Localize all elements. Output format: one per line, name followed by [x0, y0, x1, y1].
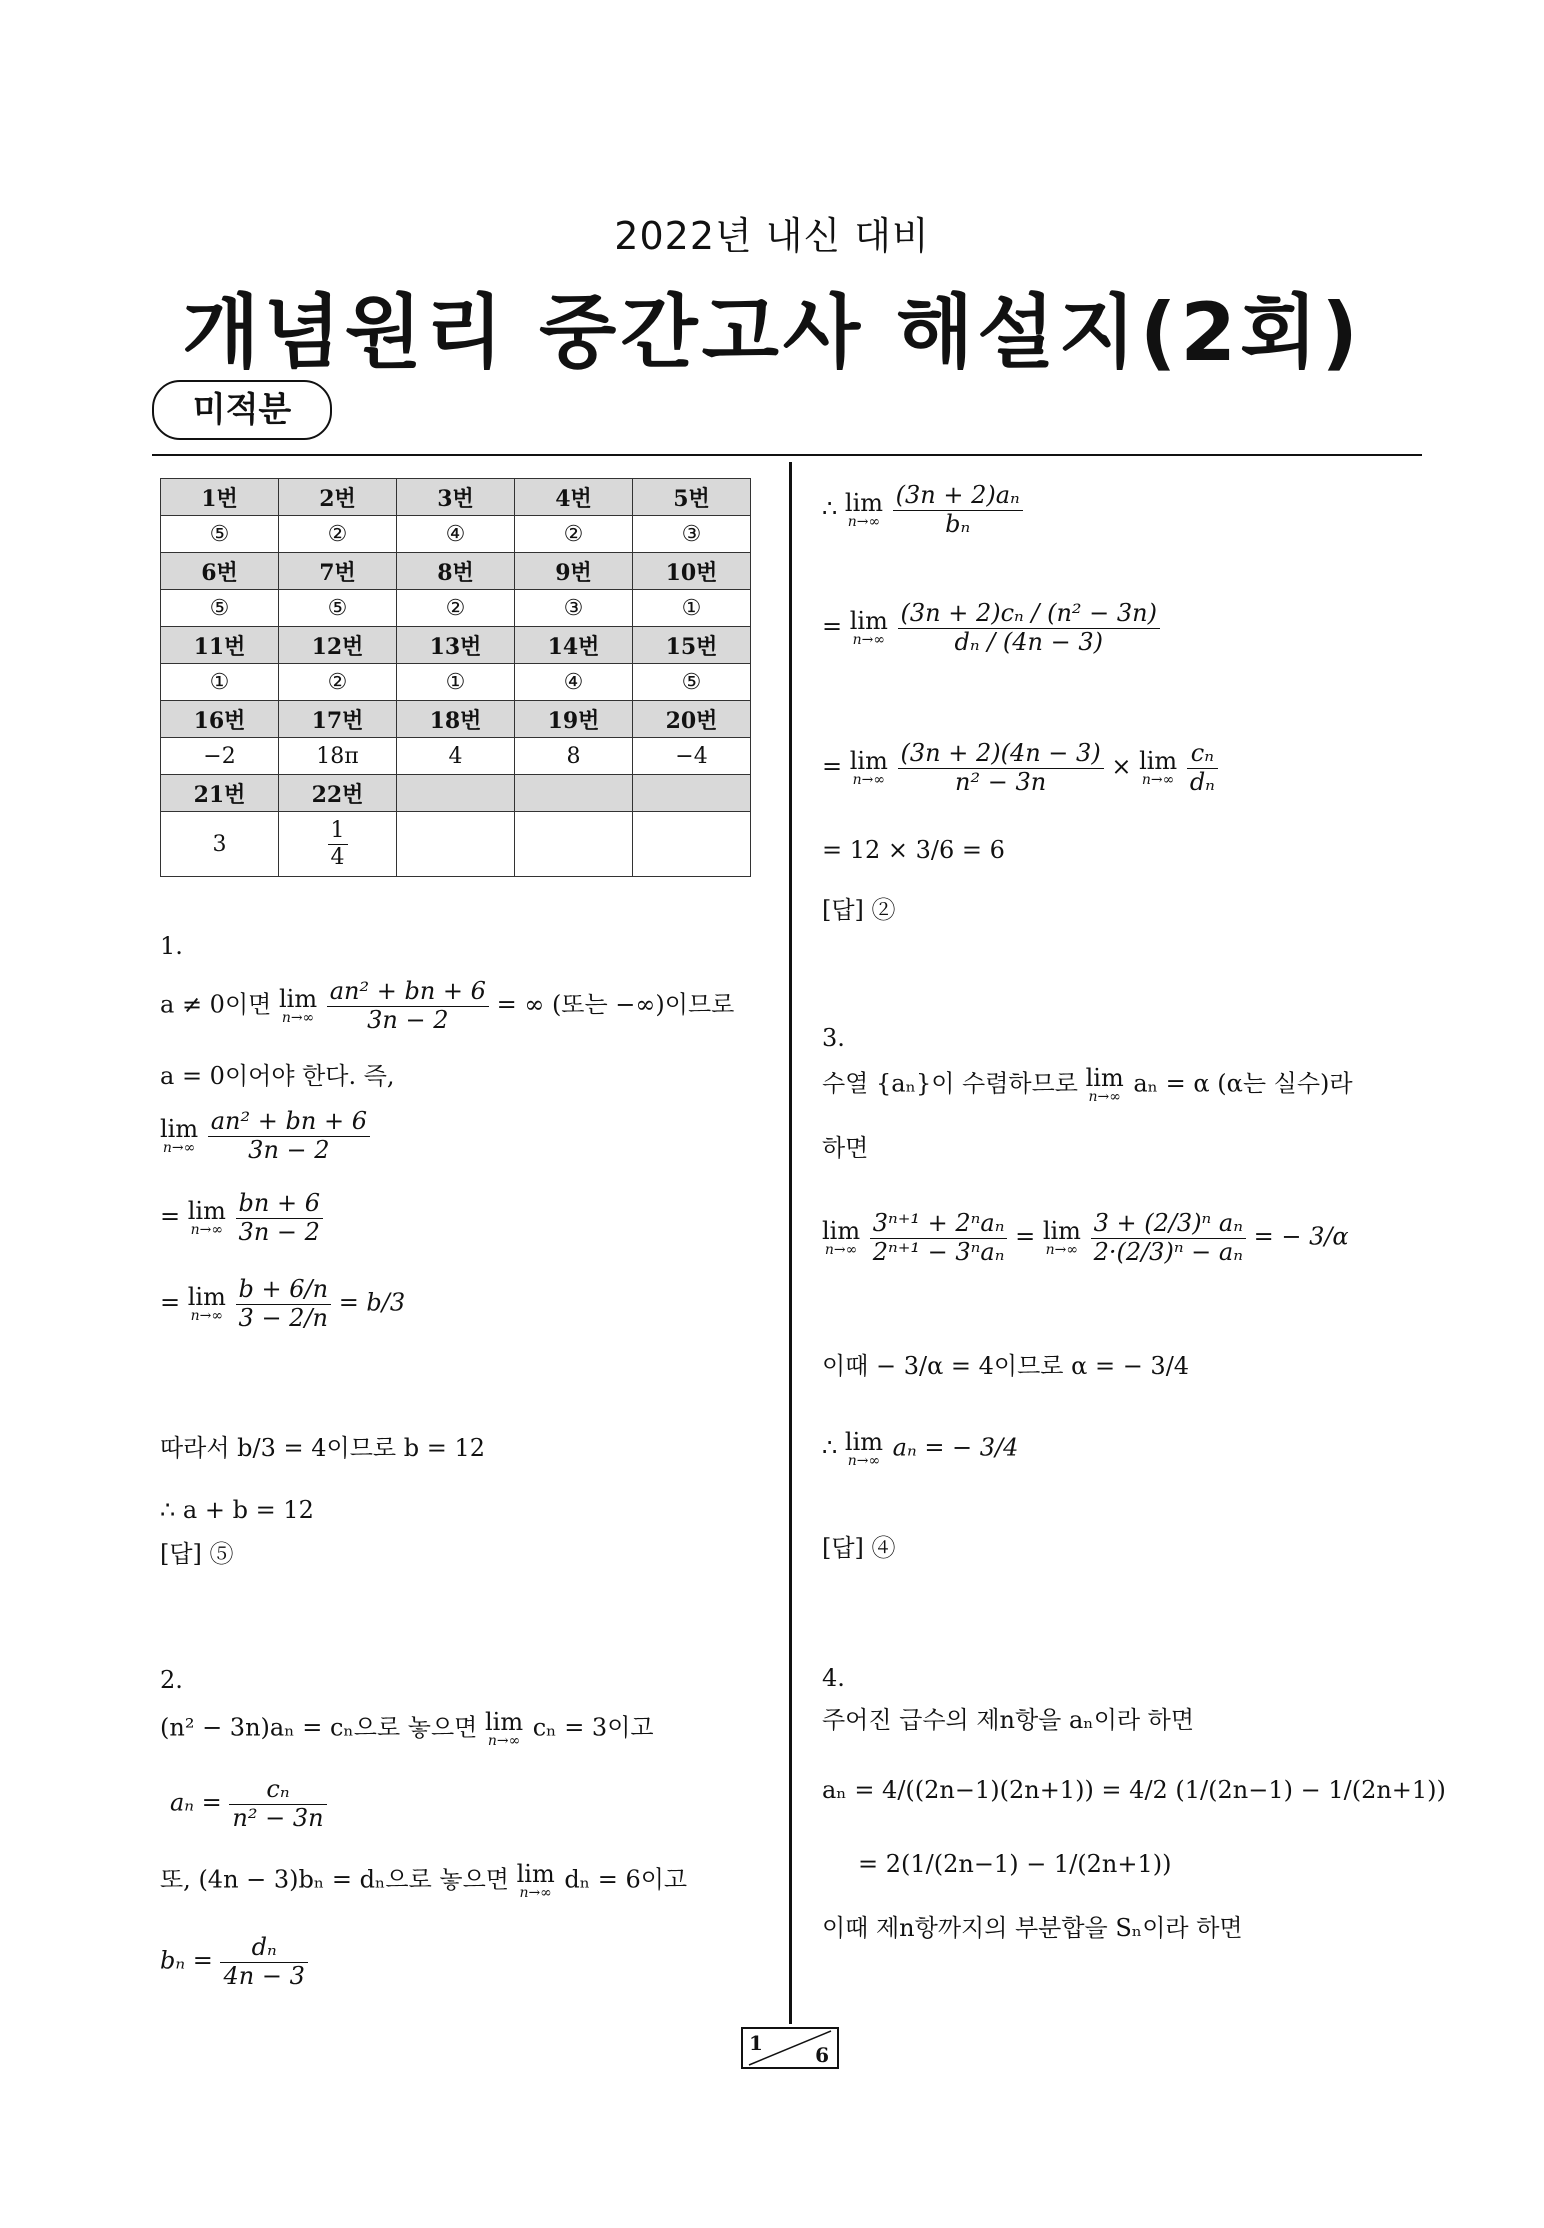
question-number-cell: 8번 [397, 553, 515, 590]
question-number-cell: 20번 [633, 701, 751, 738]
problem-2-line: (n² − 3n)aₙ = cₙ으로 놓으면 lim n→∞ cₙ = 3이고 [160, 1708, 654, 1749]
problem-3-number: 3. [822, 1024, 845, 1052]
answer-cell: ③ [633, 516, 751, 553]
problem-4-number: 4. [822, 1664, 845, 1692]
problem-1-conclusion: ∴ a + b = 12 [160, 1496, 314, 1524]
problem-1-step: = lim n→∞ $\frac{b + 6/n}{3 - 2/n}$ = b/3 [160, 1275, 406, 1332]
answer-table-header-row [161, 627, 751, 664]
problem-3-line: 하면 [822, 1134, 869, 1162]
answer-cell: ① [161, 664, 279, 701]
question-number-cell: 2번 [279, 479, 397, 516]
question-number-cell: 16번 [161, 701, 279, 738]
answer-cell [515, 812, 633, 877]
header-divider [152, 454, 1422, 456]
problem-2-step: ∴ lim n→∞ $\frac{\text{(3n + 2)aₙ}}{\text{bₙ}}$ [822, 482, 1023, 538]
question-number-cell: 15번 [633, 627, 751, 664]
answer-cell: ④ [515, 664, 633, 701]
problem-4-step: = 2(1/(2n−1) − 1/(2n+1)) [858, 1850, 1172, 1878]
problem-3-line: 이때 − 3/α = 4이므로 α = − 3/4 [822, 1352, 1190, 1380]
question-number-cell [633, 775, 751, 812]
question-number-cell: 12번 [279, 627, 397, 664]
problem-1-line: a = 0이어야 한다. 즉, [160, 1062, 395, 1090]
answer-cell: 18π [279, 738, 397, 775]
problem-3-conclusion: ∴ lim n→∞ aₙ = − 3/4 [822, 1428, 1019, 1469]
answer-cell: ④ [397, 516, 515, 553]
question-number-cell: 17번 [279, 701, 397, 738]
answer-cell: ⑤ [633, 664, 751, 701]
answer-table-row [161, 738, 751, 775]
answer-cell: −2 [161, 738, 279, 775]
question-number-cell [397, 775, 515, 812]
page-number: 1 6 [741, 2027, 839, 2069]
question-number-cell: 14번 [515, 627, 633, 664]
problem-1-line: 따라서 b/3 = 4이므로 b = 12 [160, 1434, 485, 1462]
answer-table-row [161, 812, 751, 877]
answer-cell: ① [633, 590, 751, 627]
answer-cell: $\frac{1}{4}$ [279, 812, 397, 877]
question-number-cell: 11번 [161, 627, 279, 664]
problem-1-step: lim n→∞ $\frac{\text{an² + bn + 6}}{3n - 2}$ [160, 1108, 370, 1164]
problem-4-step: aₙ = 4/((2n−1)(2n+1)) = 4/2 (1/(2n−1) − 1/(2n+1)) [822, 1776, 1446, 1804]
column-divider [789, 462, 792, 2024]
answer-table-row [161, 516, 751, 553]
answer-cell: ① [397, 664, 515, 701]
answer-cell [397, 812, 515, 877]
answer-table-row [161, 590, 751, 627]
answer-table-header-row [161, 775, 751, 812]
answer-table-header-row [161, 701, 751, 738]
answer-cell: ② [515, 516, 633, 553]
page-title: 개념원리 중간고사 해설지(2회) [182, 286, 1362, 379]
answer-table-header-row [161, 479, 751, 516]
answer-table-row [161, 664, 751, 701]
answer-cell: ② [279, 664, 397, 701]
question-number-cell: 7번 [279, 553, 397, 590]
question-number-cell: 1번 [161, 479, 279, 516]
question-number-cell: 10번 [633, 553, 751, 590]
problem-2-step: bₙ = $\frac{\text{dₙ}}{4n - 3}$ [160, 1934, 308, 1990]
problem-2-step: aₙ = $\frac{\text{cₙ}}{\text{n² − 3n}}$ [170, 1776, 327, 1832]
answer-cell: 4 [397, 738, 515, 775]
subtitle: 2022년 내신 대비 [614, 214, 930, 258]
answer-cell: ⑤ [161, 590, 279, 627]
question-number-cell: 22번 [279, 775, 397, 812]
answer-cell: 3 [161, 812, 279, 877]
question-number-cell: 9번 [515, 553, 633, 590]
problem-4-line: 이때 제n항까지의 부분합을 Sₙ이라 하면 [822, 1914, 1243, 1942]
problem-1-step: = lim n→∞ $\frac{bn + 6}{3n - 2}$ [160, 1190, 323, 1246]
problem-2-answer: [답] ② [822, 896, 896, 924]
answer-table [160, 478, 751, 877]
answer-cell: −4 [633, 738, 751, 775]
question-number-cell: 6번 [161, 553, 279, 590]
answer-cell: ② [279, 516, 397, 553]
problem-3-answer: [답] ④ [822, 1534, 896, 1562]
answer-table-header-row [161, 553, 751, 590]
question-number-cell: 13번 [397, 627, 515, 664]
question-number-cell: 4번 [515, 479, 633, 516]
answer-cell: ② [397, 590, 515, 627]
question-number-cell: 21번 [161, 775, 279, 812]
answer-cell [633, 812, 751, 877]
question-number-cell: 18번 [397, 701, 515, 738]
answer-cell: 8 [515, 738, 633, 775]
problem-2-line: 또, (4n − 3)bₙ = dₙ으로 놓으면 lim n→∞ dₙ = 6이고 [160, 1860, 688, 1901]
problem-2-number: 2. [160, 1666, 183, 1694]
problem-1-answer: [답] ⑤ [160, 1540, 234, 1568]
answer-cell: ⑤ [279, 590, 397, 627]
problem-3-step: lim n→∞ 3ⁿ⁺¹ + 2ⁿaₙ 2ⁿ⁺¹ − 3ⁿaₙ = lim n→∞ $\frac{\text{3 + (2/3)ⁿ aₙ}}{\text{2·(2/3)ⁿ − aₙ}}$ = − 3/α [822, 1209, 1349, 1266]
answer-cell: ③ [515, 590, 633, 627]
problem-2-result: = 12 × 3/6 = 6 [822, 836, 1005, 864]
problem-3-line: 수열 {aₙ}이 수렴하므로 lim n→∞ aₙ = α (α는 실수)라 [822, 1064, 1353, 1105]
answer-cell: ⑤ [161, 516, 279, 553]
problem-4-line: 주어진 급수의 제n항을 aₙ이라 하면 [822, 1706, 1195, 1734]
question-number-cell: 3번 [397, 479, 515, 516]
question-number-cell: 5번 [633, 479, 751, 516]
question-number-cell [515, 775, 633, 812]
problem-2-step: = lim n→∞ $\frac{(3n + 2)(4n - 3)}{\text{n² − 3n}}$ × lim n→∞ $\frac{\text{cₙ}}{\text{dₙ}}$ [822, 740, 1218, 796]
question-number-cell: 19번 [515, 701, 633, 738]
problem-1-condition: a ≠ 0이면 lim n→∞ $\frac{\text{an² + bn + 6}}{3n - 2}$ = ∞ (또는 −∞)이므로 [160, 977, 735, 1034]
problem-1-number: 1. [160, 932, 183, 960]
subject-badge: 미적분 [152, 380, 332, 440]
problem-2-step: = lim n→∞ $\frac{\text{(3n + 2)cₙ / (n² − 3n)}}{\text{dₙ / (4n − 3)}}$ [822, 600, 1160, 656]
